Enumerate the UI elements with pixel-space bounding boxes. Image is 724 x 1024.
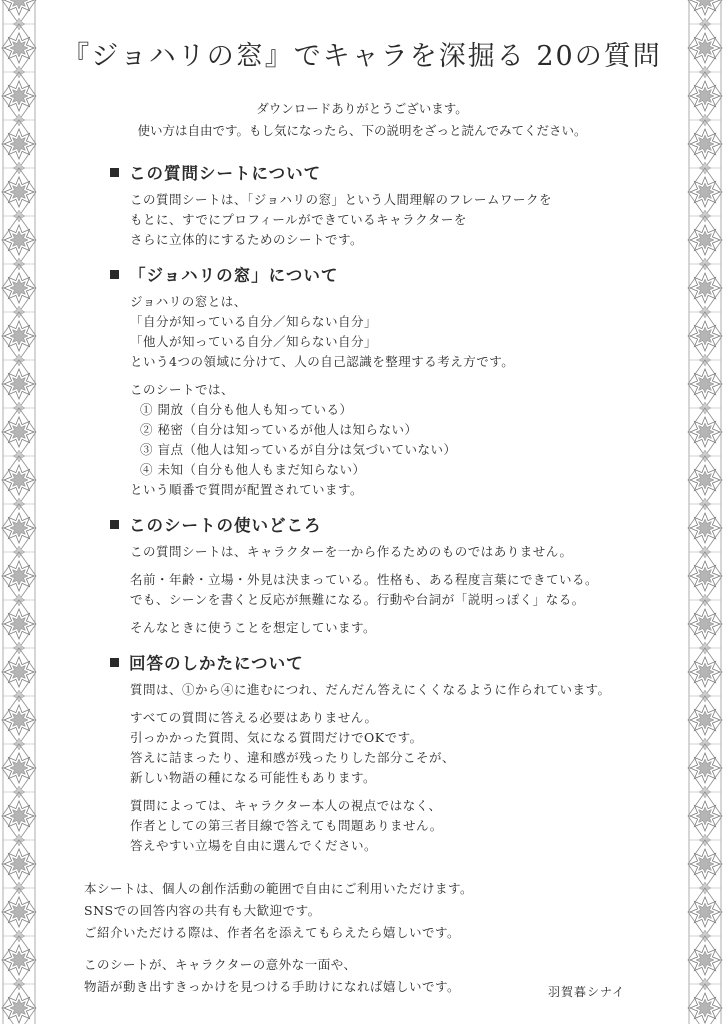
section-heading-johari: 「ジョハリの窓」について	[110, 262, 338, 286]
intro-text	[48, 98, 676, 142]
square-bullet-icon	[110, 270, 119, 279]
section-heading-about-sheet: この質問シートについて	[110, 160, 321, 184]
section-heading-answering: 回答のしかたについて	[110, 650, 304, 674]
intro-line: ダウンロードありがとうございます。	[256, 101, 468, 116]
section-body-usage: この質問シートは、キャラクターを一から作るためのものではありません。 名前・年齢・立場・外見は決まっている。性格も、ある程度言葉にできている。 でも、シーンを書くと反応が無難になる。行動や台詞が「説明っぽく」なる。 そんなときに使うことを想定しています。	[130, 544, 599, 635]
section-heading-usage: このシートの使いどころ	[110, 512, 322, 536]
square-bullet-icon	[110, 168, 119, 177]
usage-notice: 本シートは、個人の創作活動の範囲で自由にご利用いただけます。 SNSでの回答内容の共有も大歓迎です。 ご紹介いただける際は、作者名を添えてもらえたら嬉しいです。 このシートが、キャラクターの意外な一面や、 物語が動き出すきっかけを見つける手助けになれば嬉しいです。	[84, 881, 474, 994]
document-page	[48, 0, 676, 1024]
page-title: 『ジョハリの窓』でキャラを深掘る 20の質問	[62, 41, 662, 72]
intro-line: 使い方は自由です。もし気になったら、下の説明をざっと読んでみてください。	[137, 123, 587, 138]
section-body-johari: ジョハリの窓とは、 「自分が知っている自分／知らない自分」 「他人が知っている自分／知らない自分」 という4つの領域に分けて、人の自己認識を整理する考え方です。 このシートでは、 ① 開放（自分も他人も知っている） ② 秘密（自分は知っているが他人は知らない） ③ 盲点（他人は知っているが自分は気づいていない） ④ 未知（自分も他人もまだ知らない） という順番で質問が配置されています。	[130, 294, 515, 497]
left-ornamental-border	[0, 0, 38, 1024]
author-name: 羽賀暮シナイ	[548, 985, 626, 999]
section-body-about-sheet: この質問シートは、「ジョハリの窓」という人間理解のフレームワークを もとに、すでにプロフィールができているキャラクターを さらに立体的にするためのシートです。	[130, 192, 553, 247]
section-body-answering: 質問は、①から④に進むにつれ、だんだん答えにくくなるように作られています。 すべての質問に答える必要はありません。 引っかかった質問、気になる質問だけでOKです。 答えに詰まったり、違和感が残ったりした部分こそが、 新しい物語の種になる可能性もあります。 質問によっては、キャラクター本人の視点ではなく、 作者としての第三者目線で答えても問題ありません。 答えやすい立場を自由に選んでください。	[130, 682, 611, 853]
square-bullet-icon	[110, 520, 119, 529]
square-bullet-icon	[110, 658, 119, 667]
right-ornamental-border	[686, 0, 724, 1024]
